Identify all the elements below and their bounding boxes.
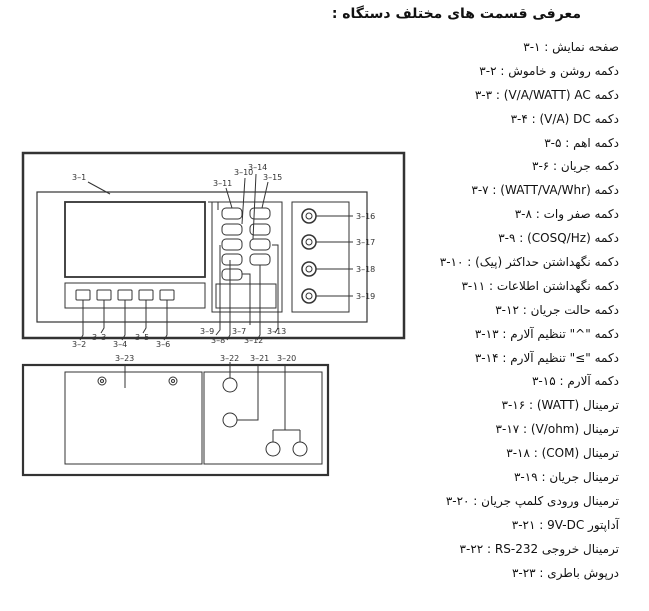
clamp-input-right — [293, 442, 307, 456]
terminal-com-inner — [306, 266, 312, 272]
legend-description: دکمه V/A/WATT) AC) — [503, 87, 619, 102]
legend-number: ۳-۲۳ : — [511, 565, 544, 580]
label-3-11: 3–11 — [213, 179, 233, 188]
control-sub-panel — [216, 284, 276, 308]
rear-panel-outline — [23, 365, 328, 475]
label-3-8: 3–8 — [211, 336, 226, 345]
label-3-1: 3–1 — [72, 173, 87, 182]
label-3-19: 3–19 — [356, 292, 376, 301]
legend-number: ۳-۴ : — [510, 111, 536, 126]
ohm-button — [139, 290, 153, 300]
label-3-4: 3–4 — [113, 340, 128, 349]
legend-item — [319, 538, 619, 562]
label-3-18: 3–18 — [356, 265, 376, 274]
button-3-15 — [250, 208, 270, 219]
legend-description: درپوش باطری — [547, 565, 619, 580]
leader-3-10 — [242, 178, 245, 224]
rs232-port — [223, 378, 237, 392]
label-3-14: 3–14 — [248, 163, 268, 172]
battery-screw-left-inner — [101, 380, 104, 383]
front-panel-inner — [37, 192, 367, 322]
legend-number: ۳-۲ : — [479, 63, 505, 78]
legend-description: ترمینال (COM) — [541, 446, 619, 461]
leader-3-12 — [257, 265, 260, 340]
legend-number: ۳-۲۱ : — [511, 517, 544, 532]
display-screen — [65, 202, 205, 277]
terminal-vohm — [302, 235, 316, 249]
leader-3-4 — [122, 300, 125, 340]
dc-button — [118, 290, 132, 300]
leader-3-6 — [164, 300, 167, 340]
legend-number: ۳-۶ : — [532, 159, 558, 174]
terminal-com — [302, 262, 316, 276]
current-button — [160, 290, 174, 300]
legend-number: ۳-۱۸ : — [506, 446, 538, 461]
label-3-15: 3–15 — [263, 173, 283, 182]
leader-3-7 — [242, 274, 250, 325]
legend-description: دکمه صفر وات — [543, 207, 619, 222]
leader-3-3 — [101, 300, 104, 333]
legend-description: دکمه نگهداشتن حداکثر (پیک) — [475, 255, 619, 270]
label-3-2: 3–2 — [72, 340, 87, 349]
label-3-12: 3–12 — [244, 336, 264, 345]
button-3-12 — [250, 254, 270, 265]
button-3-10 — [222, 224, 242, 235]
leader-3-20 — [273, 364, 300, 442]
legend-description: دکمه جریان — [560, 159, 619, 174]
legend-number: ۳-۱۵ : — [531, 374, 564, 389]
legend-number: ۳-۱۷ : — [495, 422, 528, 437]
label-3-10: 3–10 — [234, 168, 254, 177]
legend-number: ۳-۱۱ : — [461, 278, 494, 293]
legend-description: دکمه حالت جریان — [530, 302, 619, 317]
legend-description: دکمه روشن و خاموش — [508, 63, 619, 78]
battery-screw-right — [169, 377, 177, 385]
legend-item — [319, 84, 619, 108]
legend-description: دکمه اهم — [573, 135, 619, 150]
power-button — [76, 290, 90, 300]
button-3-9 — [222, 239, 242, 250]
label-3-9: 3–9 — [200, 327, 215, 336]
legend-description: دکمه نگهداشتن اطلاعات — [496, 278, 619, 293]
legend-description: دکمه آلارم — [567, 374, 619, 389]
legend-description: آداپتور 9V-DC — [547, 517, 619, 532]
legend-item — [319, 60, 619, 84]
legend-number: ۳-۵ : — [544, 135, 570, 150]
legend-description: ترمینال (WATT) — [536, 398, 619, 413]
label-3-22: 3–22 — [220, 354, 240, 363]
battery-cover — [65, 372, 202, 464]
legend-number: ۳-۸ : — [514, 207, 540, 222]
adapter-jack — [223, 413, 237, 427]
leader-3-5 — [143, 300, 146, 333]
legend-number: ۳-۲۰ : — [445, 493, 478, 508]
label-3-7: 3–7 — [232, 327, 247, 336]
leader-3-14 — [253, 174, 256, 239]
legend-number: ۳-۲۲ : — [459, 541, 492, 556]
button-strip — [65, 283, 205, 308]
battery-screw-left — [98, 377, 106, 385]
legend-item — [319, 562, 619, 586]
terminal-vohm-inner — [306, 239, 312, 245]
battery-screw-right-inner — [172, 380, 175, 383]
terminal-current — [302, 289, 316, 303]
legend-number: ۳-۱۳ : — [474, 326, 507, 341]
legend-description: دکمه (WATT/VA/Whr) — [500, 183, 619, 198]
legend-description: ترمینال (V/ohm) — [530, 422, 619, 437]
legend-description: دکمه "^" تنظیم آلارم — [510, 326, 619, 341]
leader-3-2 — [80, 300, 83, 340]
legend-description: ترمینال خروجی RS-232 — [494, 541, 619, 556]
legend-number: ۳-۱۹ : — [513, 470, 546, 485]
label-3-17: 3–17 — [356, 238, 376, 247]
legend-description: ترمینال جریان — [549, 470, 619, 485]
label-3-21: 3–21 — [250, 354, 270, 363]
legend-item — [319, 108, 619, 132]
button-3-13 — [250, 239, 270, 250]
legend-number: ۳-۳ : — [474, 87, 500, 102]
legend-number: ۳-۱ : — [523, 40, 549, 54]
display-bezel-corner — [208, 202, 218, 210]
ac-button — [97, 290, 111, 300]
button-3-7 — [222, 269, 242, 280]
clamp-input-left — [266, 442, 280, 456]
label-3-3: 3–3 — [92, 333, 107, 342]
legend-description: دکمه (COSQ/Hz) — [527, 231, 619, 246]
label-3-5: 3–5 — [135, 333, 150, 342]
device-diagram — [20, 150, 410, 505]
terminal-watt — [302, 209, 316, 223]
button-3-8 — [222, 254, 242, 265]
terminal-watt-inner — [306, 213, 312, 219]
legend-description: صفحه نمایش — [552, 40, 619, 54]
legend-description: ترمینال ورودی کلمپ جریان — [481, 493, 619, 508]
legend-description: دکمه "≥" تنظیم آلارم — [510, 350, 619, 365]
leader-3-11 — [226, 188, 232, 208]
label-3-6: 3–6 — [156, 340, 171, 349]
legend-number: ۳-۱۶ : — [501, 398, 534, 413]
legend-number: ۳-۱۴ : — [474, 350, 507, 365]
label-3-13: 3–13 — [267, 327, 287, 336]
legend-description: دکمه V/A) DC) — [539, 111, 619, 126]
leader-3-13 — [272, 245, 278, 333]
legend-number: ۳-۱۲ : — [495, 302, 527, 317]
label-3-23: 3–23 — [115, 354, 135, 363]
leader-3-8 — [227, 260, 230, 340]
leader-3-15 — [262, 182, 268, 208]
page-title: معرفی قسمت های مختلف دستگاه : — [331, 6, 581, 22]
terminal-current-inner — [306, 293, 312, 299]
legend-item — [319, 36, 619, 60]
legend-number: ۳-۹ : — [498, 231, 524, 246]
legend-number: ۳-۷ : — [471, 183, 497, 198]
label-3-20: 3–20 — [277, 354, 297, 363]
legend-number: ۳-۱۰ : — [439, 255, 472, 270]
legend-item — [319, 514, 619, 538]
button-3-11 — [222, 208, 242, 219]
label-3-16: 3–16 — [356, 212, 376, 221]
rear-connector-panel — [204, 372, 322, 464]
